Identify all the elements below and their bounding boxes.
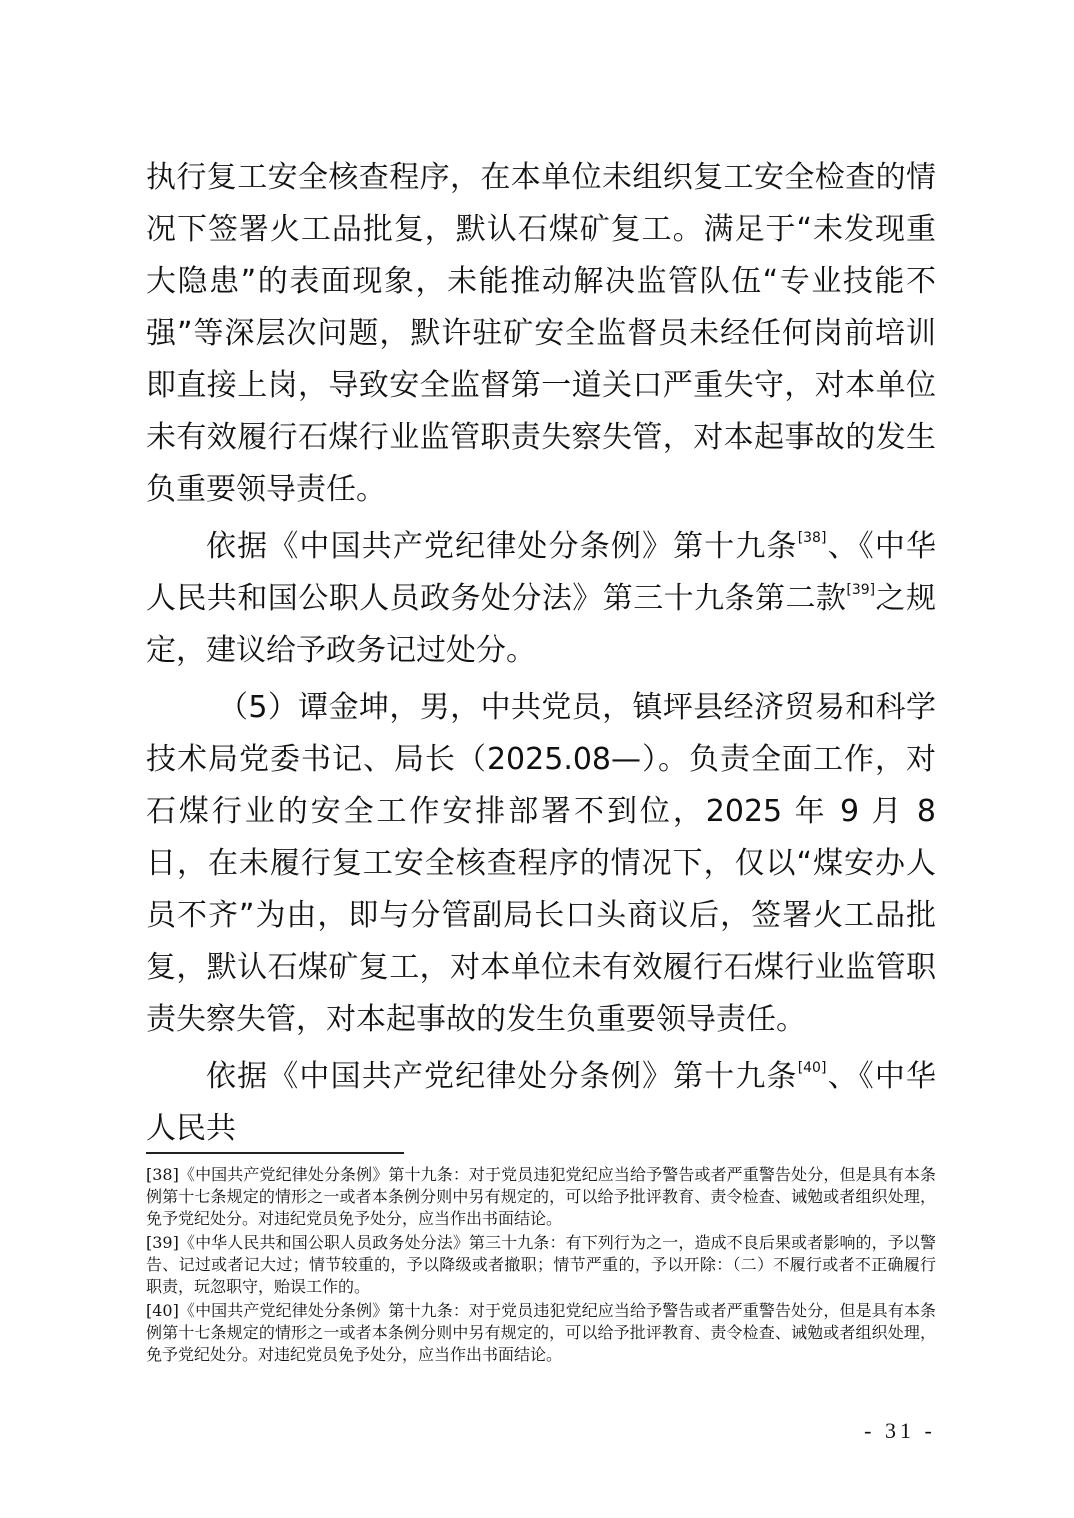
basis-1-text-c: 之规定，建议给予政务记过处分。 xyxy=(146,581,937,668)
paragraph-findings: 执行复工安全核查程序，在本单位未组织复工安全检查的情况下签署火工品批复，默认石煤矿复工。满足于“未发现重大隐患”的表面现象，未能推动解决监管队伍“专业技能不强”等深层次问题，默许驻矿安全监督员未经任何岗前培训即直接上岗，导致安全监督第一道关口严重失守，对本单位未有效履行石煤行业监管职责失察失管，对本起事故的发生负重要领导责任。 xyxy=(146,160,936,507)
footnote-separator xyxy=(146,1152,404,1154)
footnote-38: [38]《中国共产党纪律处分条例》第十九条：对于党员违犯党纪应当给予警告或者严重警告处分，但是具有本条例第十七条规定的情形之一或者本条例分则中另有规定的，可以给予批评教育、责令检查、诫勉或者组织处理，免予党纪处分。对违纪党员免予处分，应当作出书面结论。 xyxy=(146,1165,936,1228)
paragraph-person-5: （5）谭金坤，男，中共党员，镇坪县经济贸易和科学技术局党委书记、局长（2025.08—）。负责全面工作，对石煤行业的安全工作安排部署不到位，2025 年 9 月 8 日，在未履行复工安全核查程序的情况下，仅以“煤安办人员不齐”为由，即与分管副局长口头商议后，签署火工品批复，默认石煤矿复工，对本单位未有效履行石煤行业监管职责失察失管，对本起事故的发生负重要领导责任。 xyxy=(146,690,936,1037)
paragraph-basis-1 xyxy=(146,521,936,677)
footnote-ref-40[interactable]: [40] xyxy=(797,1060,827,1076)
footnote-ref-39[interactable]: [39] xyxy=(846,582,876,598)
basis-2-text-a: 依据《中国共产党纪律处分条例》第十九条 xyxy=(206,1059,798,1094)
basis-1-text-a: 依据《中国共产党纪律处分条例》第十九条 xyxy=(206,529,798,564)
body-text xyxy=(146,152,936,1160)
basis-1-text-b: 、《中华人民共和国公职人员政务处分法》第三十九条第二款 xyxy=(146,529,937,616)
paragraph-basis-2 xyxy=(146,1051,936,1155)
footnote-39: [39]《中华人民共和国公职人员政务处分法》第三十九条：有下列行为之一，造成不良后果或者影响的，予以警告、记过或者记大过；情节较重的，予以降级或者撤职；情节严重的，予以开除：（二）不履行或者不正确履行职责，玩忽职守，贻误工作的。 xyxy=(146,1233,936,1296)
basis-2-text-b: 、《中华人民共 xyxy=(146,1059,937,1146)
footnotes xyxy=(146,1164,936,1368)
page-number: - 31 - xyxy=(864,1418,936,1443)
footnote-ref-38[interactable]: [38] xyxy=(797,530,827,546)
footnote-40: [40]《中国共产党纪律处分条例》第十九条：对于党员违犯党纪应当给予警告或者严重警告处分，但是具有本条例第十七条规定的情形之一或者本条例分则中另有规定的，可以给予批评教育、责令检查、诫勉或者组织处理，免予党纪处分。对违纪党员免予处分，应当作出书面结论。 xyxy=(146,1301,936,1364)
